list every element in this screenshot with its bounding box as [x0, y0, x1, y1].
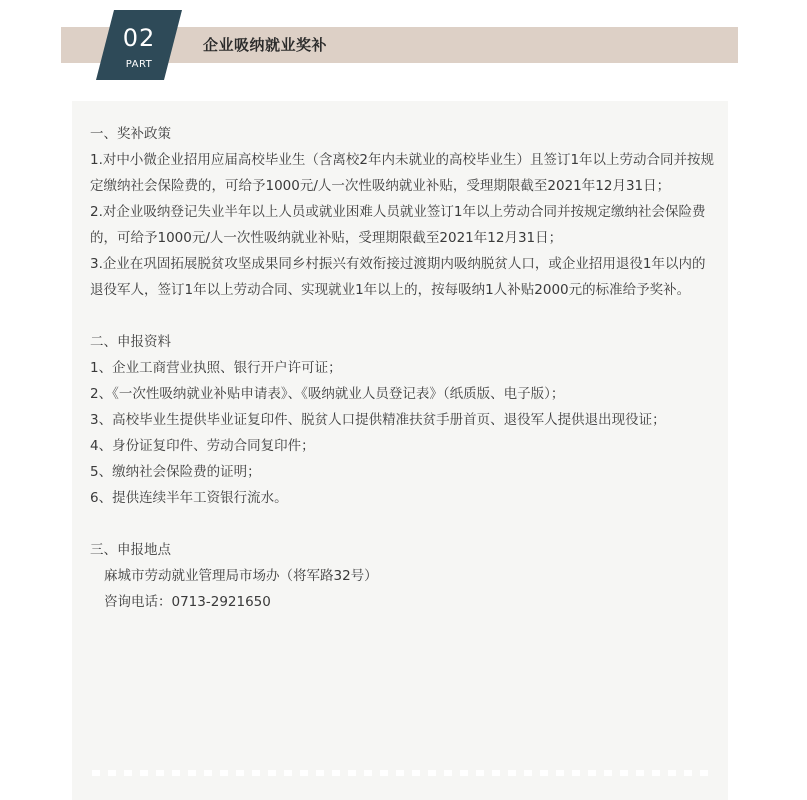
materials-heading: 二、申报资料	[90, 334, 171, 350]
materials-item: 3、高校毕业生提供毕业证复印件、脱贫人口提供精准扶贫手册首页、退役军人提供退出现役证；	[90, 412, 666, 428]
spacer	[90, 511, 715, 537]
section-title: 企业吸纳就业奖补	[203, 36, 328, 54]
policy-item: 2.对企业吸纳登记失业半年以上人员或就业困难人员就业签订1年以上劳动合同并按规定缴纳社会保险费的，可给予1000元/人一次性吸纳就业补贴，受理期限截至2021年12月31日；	[90, 204, 706, 246]
part-label: PART	[125, 59, 153, 70]
materials-item: 6、提供连续半年工资银行流水。	[90, 490, 288, 506]
policy-item: 1.对中小微企业招用应届高校毕业生（含离校2年内未就业的高校毕业生）且签订1年以上劳动合同并按规定缴纳社会保险费的，可给予1000元/人一次性吸纳就业补贴，受理期限截至2021年12月31日；	[90, 152, 715, 194]
contact-phone: 咨询电话：0713-2921650	[104, 594, 271, 610]
content-panel	[72, 101, 728, 800]
policy-heading: 一、奖补政策	[90, 126, 171, 142]
part-number: 02	[122, 24, 156, 52]
spacer	[90, 303, 715, 329]
dotted-divider	[92, 770, 712, 776]
materials-item: 2、《一次性吸纳就业补贴申请表》、《吸纳就业人员登记表》（纸质版、电子版）；	[90, 386, 565, 402]
part-badge	[96, 10, 182, 80]
materials-item: 1、企业工商营业执照、银行开户许可证；	[90, 360, 342, 376]
location-address: 麻城市劳动就业管理局市场办（将军路32号）	[104, 568, 378, 584]
policy-item: 3.企业在巩固拓展脱贫攻坚成果同乡村振兴有效衔接过渡期内吸纳脱贫人口，或企业招用退役1年以内的退役军人，签订1年以上劳动合同、实现就业1年以上的，按每吸纳1人补贴2000元的标准给予奖补。	[90, 256, 706, 298]
materials-item: 4、身份证复印件、劳动合同复印件；	[90, 438, 315, 454]
location-heading: 三、申报地点	[90, 542, 171, 558]
content-text	[90, 121, 715, 615]
materials-item: 5、缴纳社会保险费的证明；	[90, 464, 261, 480]
